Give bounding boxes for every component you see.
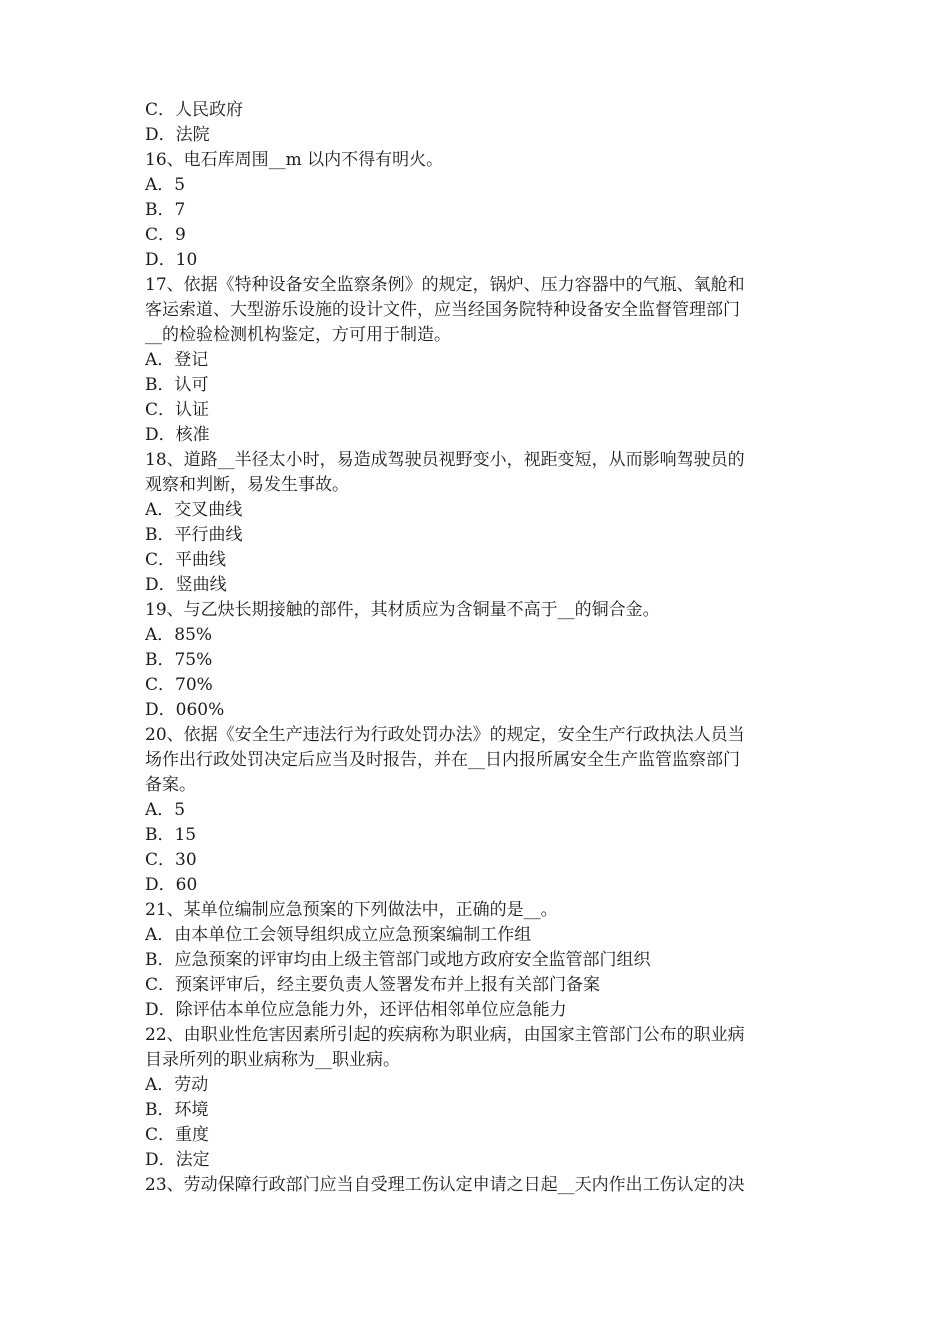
option-line: D．除评估本单位应急能力外，还评估相邻单位应急能力 (145, 1000, 567, 1020)
option-line: A．登记 (145, 350, 209, 370)
option-line: D．60 (145, 875, 198, 895)
question-line: 备案。 (145, 775, 196, 795)
option-line: A．85% (145, 625, 213, 645)
question-line: 19、与乙炔长期接触的部件，其材质应为含铜量不高于__的铜合金。 (145, 600, 660, 620)
question-line: 20、依据《安全生产违法行为行政处罚办法》的规定，安全生产行政执法人员当 (145, 725, 745, 745)
question-line: 22、由职业性危害因素所引起的疾病称为职业病，由国家主管部门公布的职业病 (145, 1025, 745, 1045)
option-line: C．30 (145, 850, 197, 870)
option-line: C．预案评审后，经主要负责人签署发布并上报有关部门备案 (145, 975, 601, 995)
option-line: A．劳动 (145, 1075, 209, 1095)
option-line: A．交叉曲线 (145, 500, 243, 520)
question-line: 场作出行政处罚决定后应当及时报告，并在__日内报所属安全生产监管监察部门 (145, 750, 740, 770)
option-line: C．平曲线 (145, 550, 227, 570)
question-line: 16、电石库周围__m 以内不得有明火。 (145, 150, 444, 170)
option-line: B．应急预案的评审均由上级主管部门或地方政府安全监管部门组织 (145, 950, 651, 970)
document-body (145, 98, 815, 1198)
option-line: C．重度 (145, 1125, 210, 1145)
question-line: 目录所列的职业病称为__职业病。 (145, 1050, 400, 1070)
option-line: D．060% (145, 700, 225, 720)
question-line: 21、某单位编制应急预案的下列做法中，正确的是__。 (145, 900, 558, 920)
question-line: 17、依据《特种设备安全监察条例》的规定，锅炉、压力容器中的气瓶、氧舱和 (145, 275, 745, 295)
option-line: A．由本单位工会领导组织成立应急预案编制工作组 (145, 925, 532, 945)
question-line: 客运索道、大型游乐设施的设计文件，应当经国务院特种设备安全监督管理部门 (145, 300, 740, 320)
option-line: D．核准 (145, 425, 210, 445)
option-line: B．认可 (145, 375, 209, 395)
text-line: C．人民政府 (145, 100, 244, 120)
option-line: C．70% (145, 675, 213, 695)
question-line: __的检验检测机构鉴定，方可用于制造。 (145, 325, 451, 345)
option-line: C．认证 (145, 400, 210, 420)
option-line: B．7 (145, 200, 186, 220)
option-line: D．竖曲线 (145, 575, 227, 595)
option-line: D．10 (145, 250, 198, 270)
option-line: B．平行曲线 (145, 525, 243, 545)
option-line: C．9 (145, 225, 186, 245)
option-line: A．5 (145, 175, 186, 195)
question-line: 18、道路__半径太小时，易造成驾驶员视野变小，视距变短，从而影响驾驶员的 (145, 450, 745, 470)
question-line: 观察和判断，易发生事故。 (145, 475, 349, 495)
text-line: D．法院 (145, 125, 210, 145)
option-line: B．75% (145, 650, 213, 670)
option-line: A．5 (145, 800, 186, 820)
option-line: B．15 (145, 825, 197, 845)
option-line: B．环境 (145, 1100, 209, 1120)
option-line: D．法定 (145, 1150, 210, 1170)
question-line: 23、劳动保障行政部门应当自受理工伤认定申请之日起__天内作出工伤认定的决 (145, 1175, 745, 1195)
